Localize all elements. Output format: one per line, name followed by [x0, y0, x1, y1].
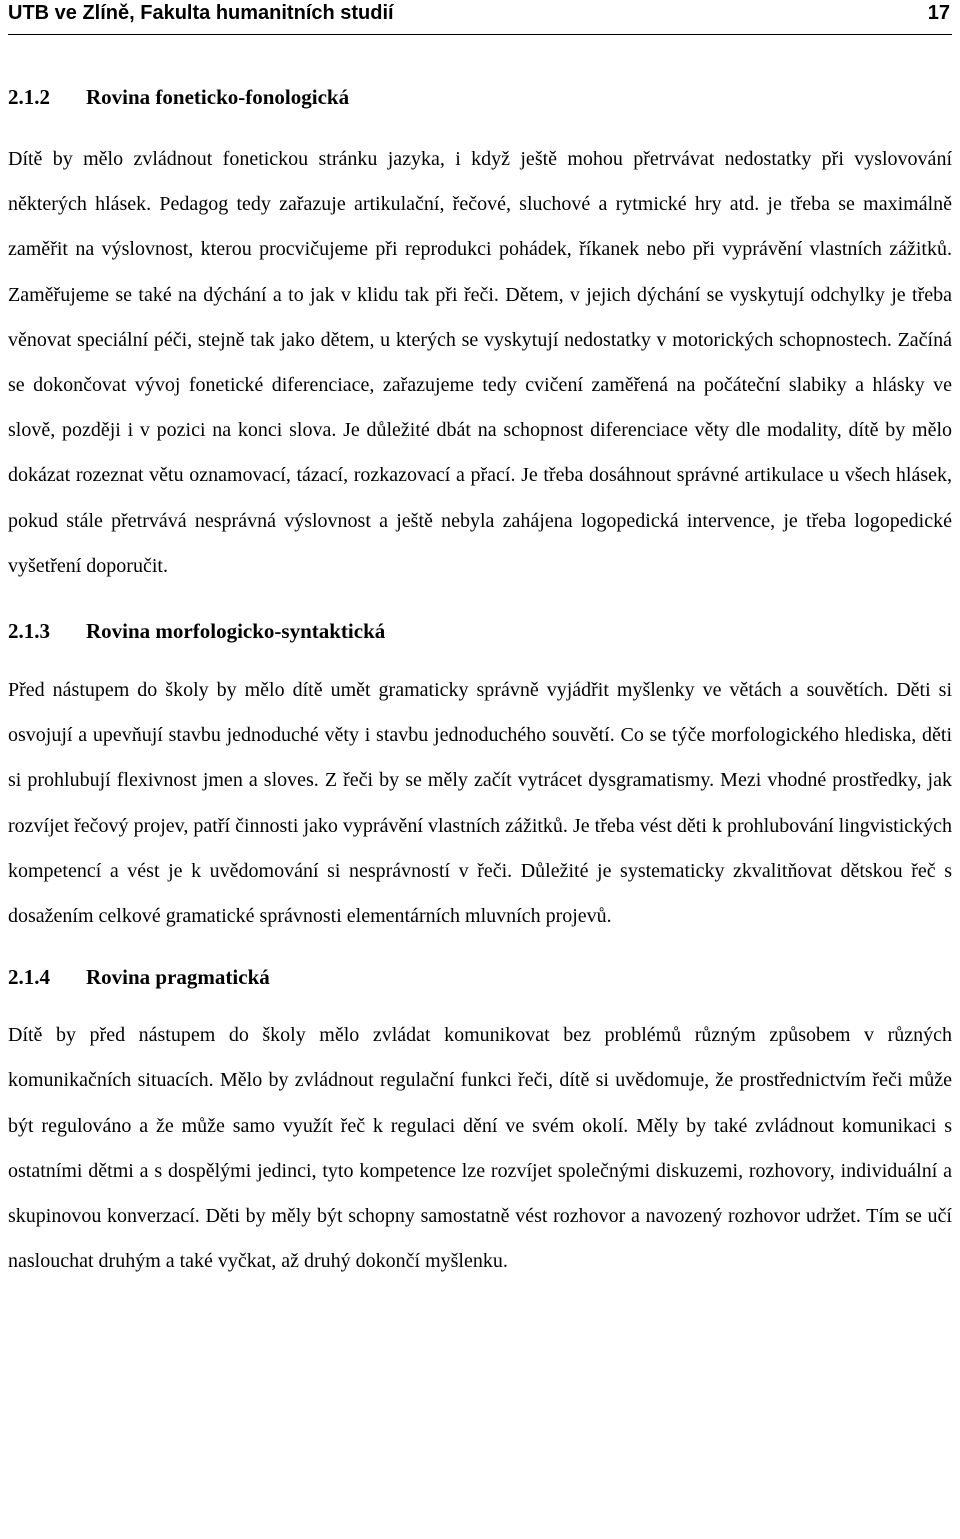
section-number: 2.1.3 — [8, 619, 50, 644]
section-heading-2-1-3 — [8, 616, 952, 646]
section-title: Rovina pragmatická — [86, 965, 270, 990]
section-title: Rovina foneticko-fonologická — [86, 85, 350, 109]
section-number: 2.1.2 — [8, 85, 50, 109]
document-body — [8, 76, 952, 1284]
section-number: 2.1.4 — [8, 965, 50, 990]
section-title: Rovina morfologicko-syntaktická — [86, 619, 386, 644]
page-number: 17 — [927, 2, 950, 24]
running-header — [8, 0, 952, 35]
section-heading-2-1-4 — [8, 962, 952, 992]
section-heading-2-1-2 — [8, 82, 952, 112]
section-paragraph-2-1-4: Dítě by před nástupem do školy mělo zvládat komunikovat bez problémů různým způsobem v různých komunikačních situacích. Mělo by zvládnout regulační funkci řeči, dítě si uvědomuje, že prostřednictvím řeči může být regulováno a že může samo využít řeč k regulaci dění ve svém okolí. Měly by také zvládnout komunikaci s ostatními dětmi a s dospělými jedinci, tyto kompetence lze rozvíjet společnými diskuzemi, rozhovory, individuální a skupinovou konverzací. Děti by měly být schopny samostatně vést rozhovor a navozený rozhovor udržet. Tím se učí naslouchat druhým a také vyčkat, až druhý dokončí myšlenku. — [8, 1024, 952, 1273]
section-paragraph-2-1-2: Dítě by mělo zvládnout fonetickou stránku jazyka, i když ještě mohou přetrvávat nedostatky při vyslovování některých hlásek. Pedagog tedy zařazuje artikulační, řečové, sluchové a rytmické hry atd. je třeba se maximálně zaměřit na výslovnost, kterou procvičujeme při reprodukci pohádek, říkanek nebo při vyprávění vlastních zážitků. Zaměřujeme se také na dýchání a to jak v klidu tak při řeči. Dětem, v jejich dýchání se vyskytují odchylky je třeba věnovat speciální péči, stejně tak jako dětem, u kterých se vyskytují nedostatky v motorických schopnostech. Začíná se dokončovat vývoj fonetické diferenciace, zařazujeme tedy cvičení zaměřená na počáteční slabiky a hlásky ve slově, později i v pozici na konci slova. Je důležité dbát na schopnost diferenciace věty dle modality, dítě by mělo dokázat rozeznat větu oznamovací, tázací, rozkazovací a přací. Je třeba dosáhnout správné artikulace u všech hlásek, pokud stále přetrvává nesprávná výslovnost a ještě nebyla zahájena logopedická intervence, je třeba logopedické vyšetření doporučit. — [8, 148, 952, 577]
section-paragraph-2-1-3: Před nástupem do školy by mělo dítě umět gramaticky správně vyjádřit myšlenky ve větách a souvětích. Děti si osvojují a upevňují stavbu jednoduché věty i stavbu jednoduchého souvětí. Co se týče morfologického hlediska, děti si prohlubují flexivnost jmen a sloves. Z řeči by se měly začít vytrácet dysgramatismy. Mezi vhodné prostředky, jak rozvíjet řečový projev, patří činnosti jako vyprávění vlastních zážitků. Je třeba vést děti k prohlubování lingvistických kompetencí a vést je k uvědomování si nesprávností v řeči. Důležité je systematicky zkvalitňovat dětskou řeč s dosažením celkové gramatické správnosti elementárních mluvních projevů. — [8, 679, 952, 928]
header-title: UTB ve Zlíně, Fakulta humanitních studií — [8, 2, 394, 24]
